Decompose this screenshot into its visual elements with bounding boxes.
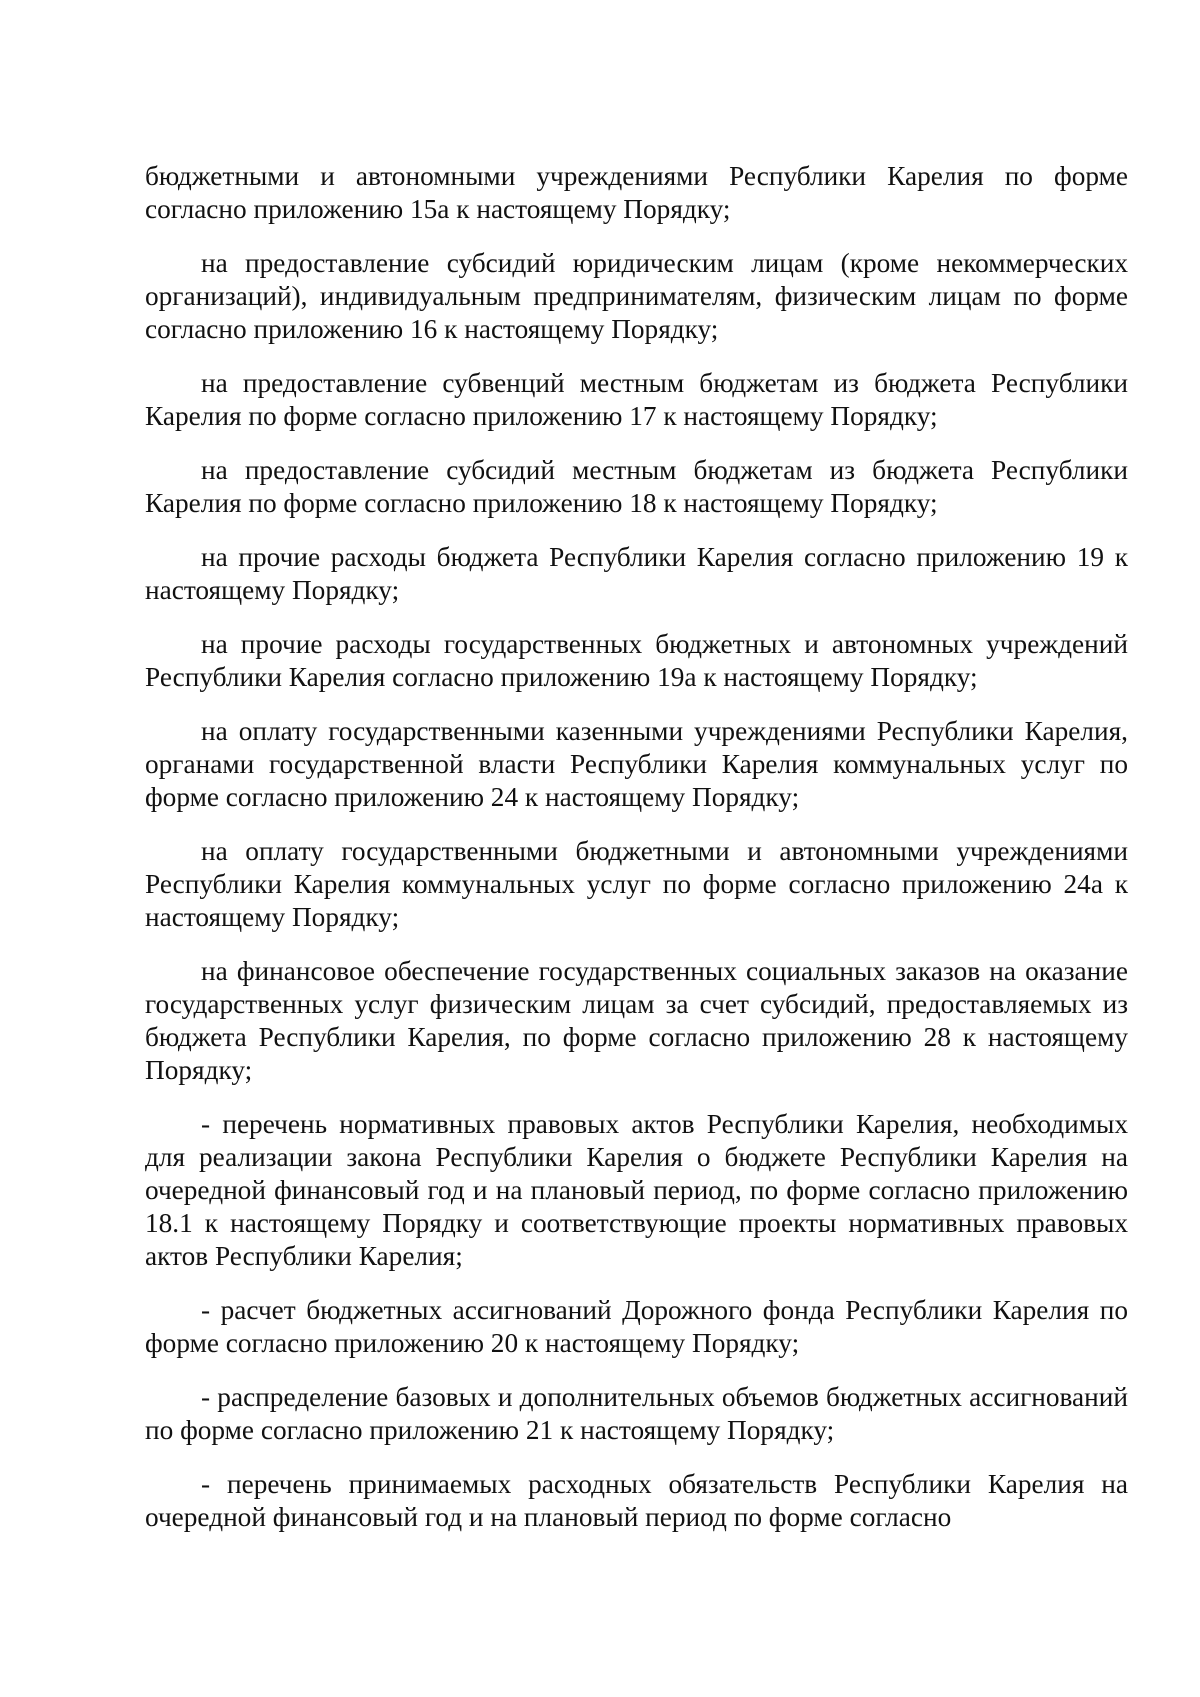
paragraph-1: бюджетными и автономными учреждениями Республики Карелия по форме согласно приложению 15а к настоящему Порядку; xyxy=(145,161,1128,224)
paragraph-8: на оплату государственными бюджетными и автономными учреждениями Республики Карелия коммунальных услуг по форме согласно приложению 24а к настоящему Порядку; xyxy=(145,836,1128,932)
paragraph-5: на прочие расходы бюджета Республики Карелия согласно приложению 19 к настоящему Порядку; xyxy=(145,542,1128,605)
paragraph-12: - распределение базовых и дополнительных объемов бюджетных ассигнований по форме согласно приложению 21 к настоящему Порядку; xyxy=(145,1382,1128,1445)
paragraph-6: на прочие расходы государственных бюджетных и автономных учреждений Республики Карелия согласно приложению 19а к настоящему Порядку; xyxy=(145,629,1128,692)
paragraph-10: - перечень нормативных правовых актов Республики Карелия, необходимых для реализации закона Республики Карелия о бюджете Республики Карелия на очередной финансовый год и на плановый период, по форме согласно приложению 18.1 к настоящему Порядку и соответствующие проекты нормативных правовых актов Республики Карелия; xyxy=(145,1109,1128,1271)
paragraph-11: - расчет бюджетных ассигнований Дорожного фонда Республики Карелия по форме согласно приложению 20 к настоящему Порядку; xyxy=(145,1295,1128,1358)
paragraph-7: на оплату государственными казенными учреждениями Республики Карелия, органами государственной власти Республики Карелия коммунальных услуг по форме согласно приложению 24 к настоящему Порядку; xyxy=(145,716,1128,812)
paragraph-9: на финансовое обеспечение государственных социальных заказов на оказание государственных услуг физическим лицам за счет субсидий, предоставляемых из бюджета Республики Карелия, по форме согласно приложению 28 к настоящему Порядку; xyxy=(145,956,1128,1085)
document-page xyxy=(145,160,1128,1534)
paragraph-2: на предоставление субсидий юридическим лицам (кроме некоммерческих организаций), индивидуальным предпринимателям, физическим лицам по форме согласно приложению 16 к настоящему Порядку; xyxy=(145,248,1128,344)
paragraph-13: - перечень принимаемых расходных обязательств Республики Карелия на очередной финансовый год и на плановый период по форме согласно xyxy=(145,1469,1128,1532)
paragraph-3: на предоставление субвенций местным бюджетам из бюджета Республики Карелия по форме согласно приложению 17 к настоящему Порядку; xyxy=(145,368,1128,431)
paragraph-4: на предоставление субсидий местным бюджетам из бюджета Республики Карелия по форме согласно приложению 18 к настоящему Порядку; xyxy=(145,455,1128,518)
